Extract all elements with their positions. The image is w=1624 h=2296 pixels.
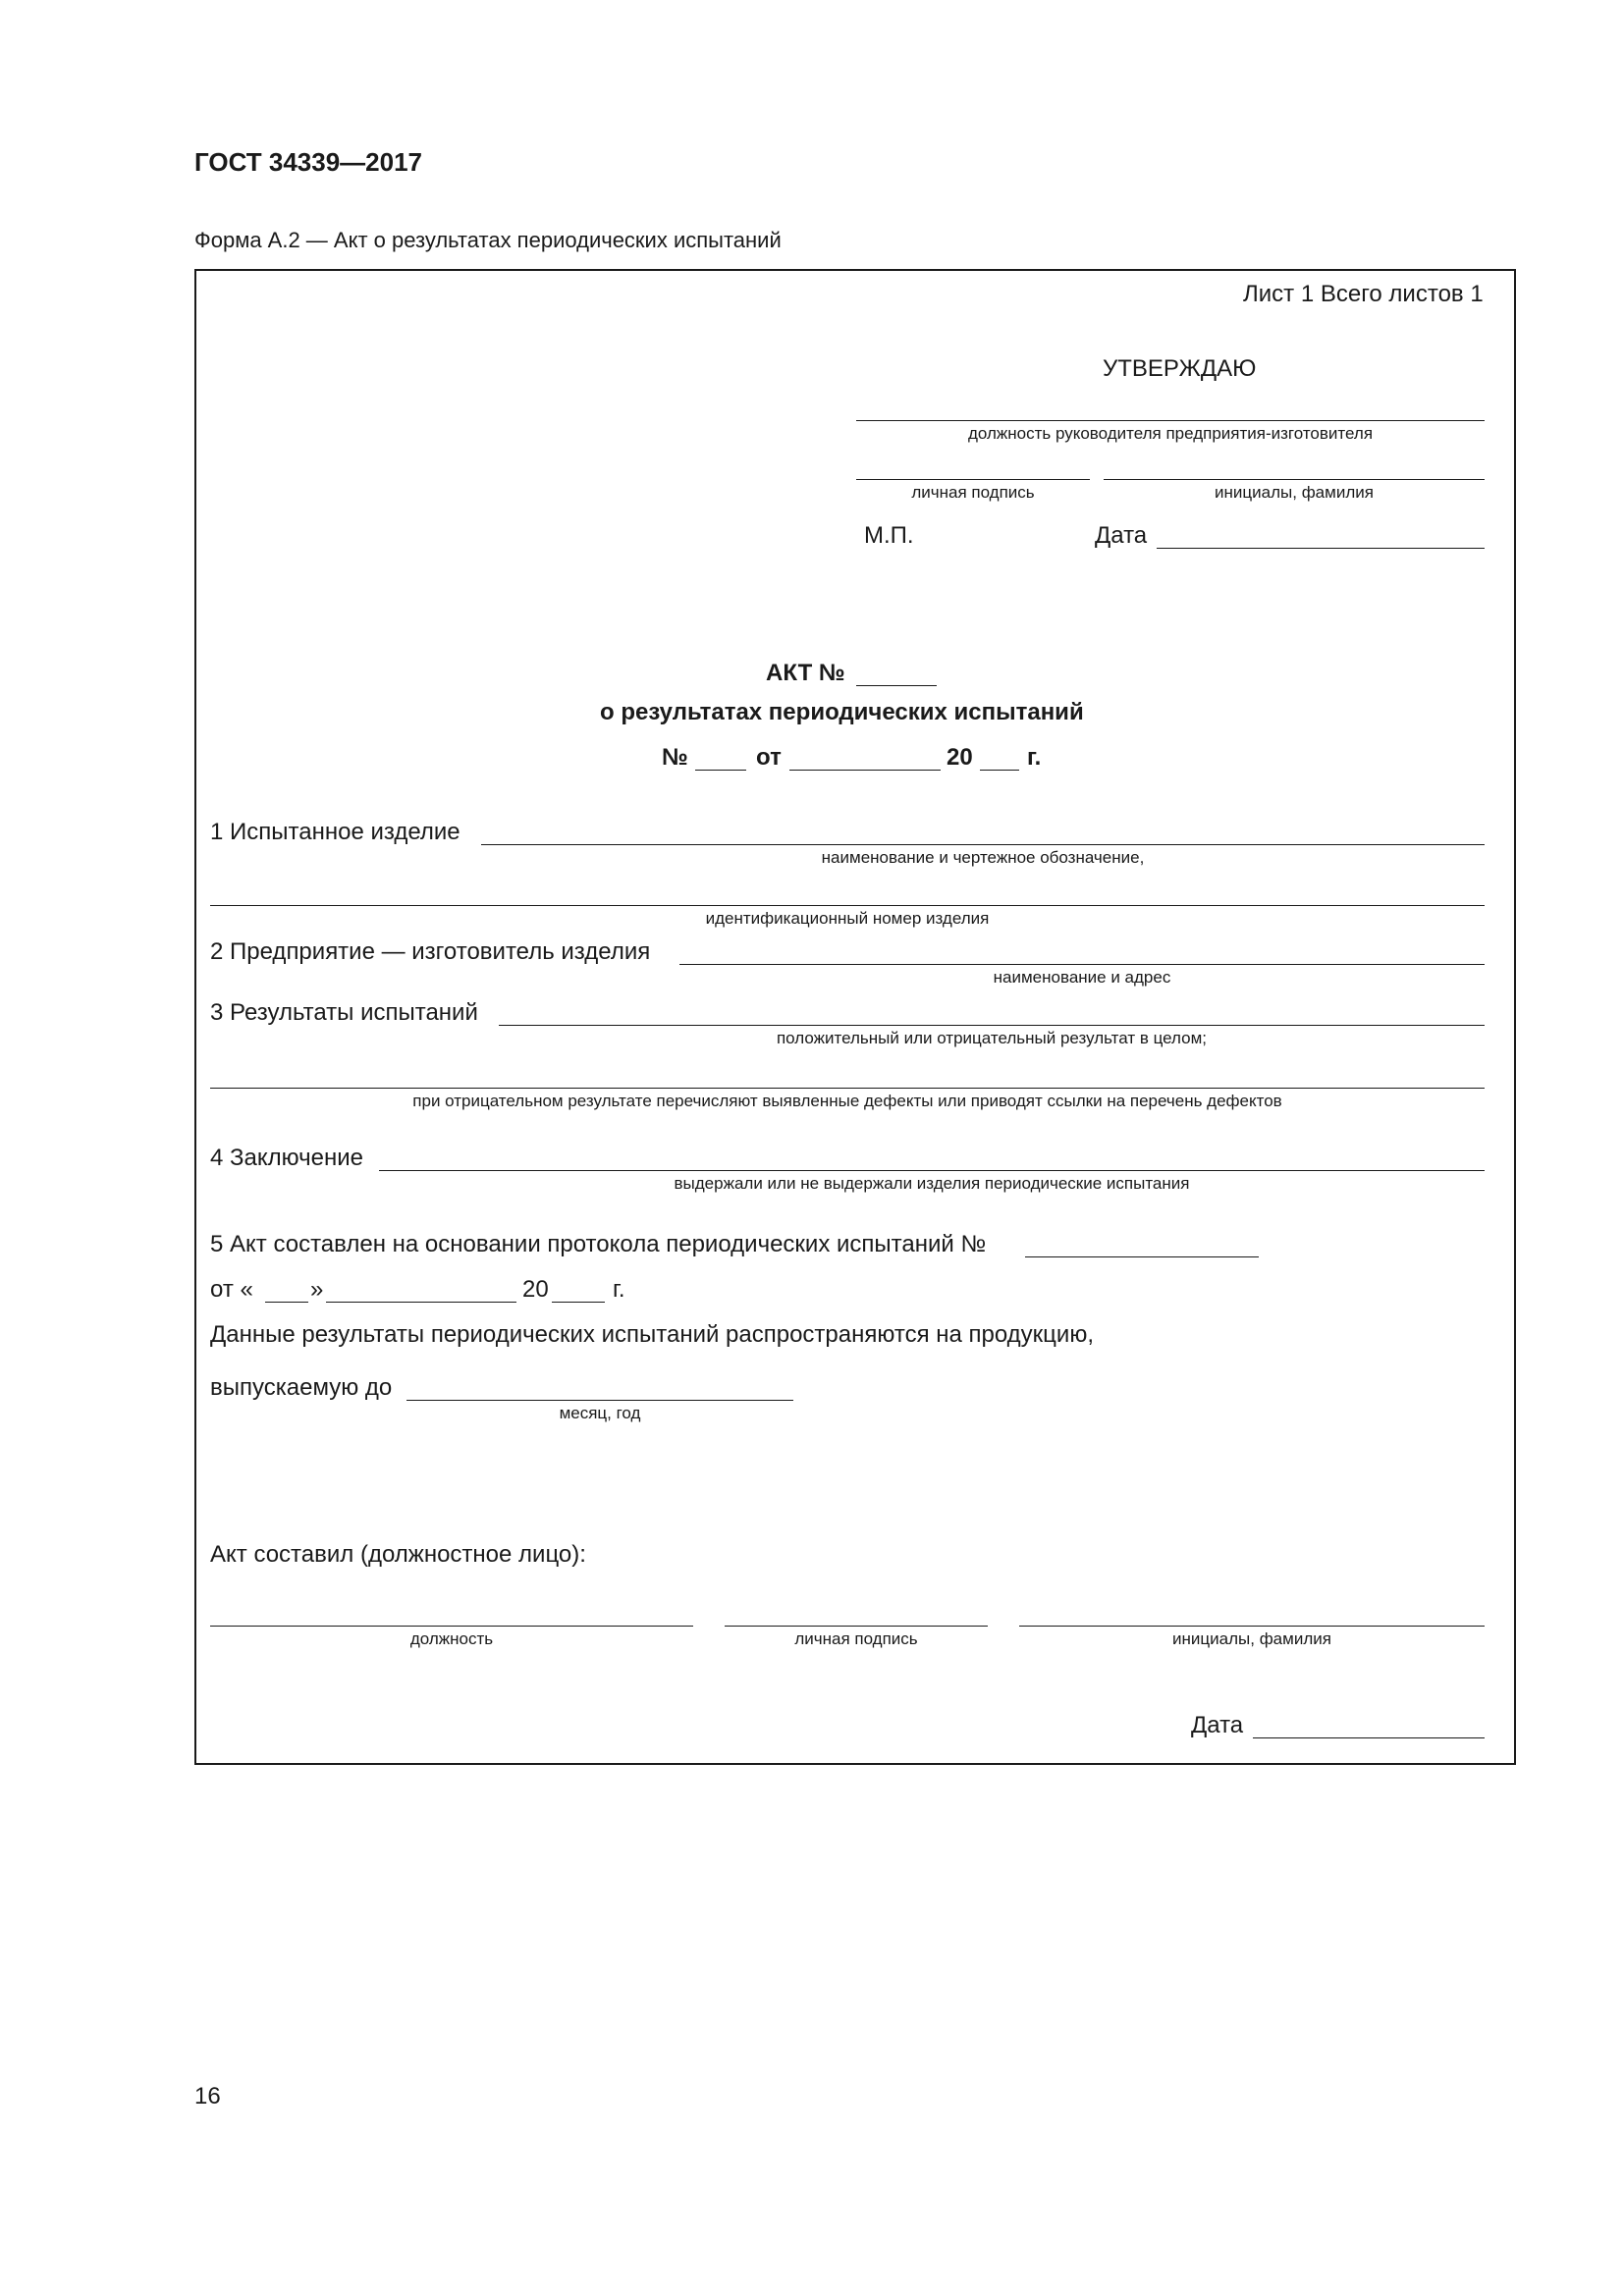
compiled-signature-caption: личная подпись xyxy=(794,1629,918,1648)
approve-date-line[interactable] xyxy=(1157,548,1485,549)
compiled-position-caption: должность xyxy=(409,1629,494,1648)
act-year-suffix: г. xyxy=(1027,744,1042,771)
approve-date-label: Дата xyxy=(1095,522,1148,549)
item1-caption: наименование и чертежное обозначение, xyxy=(821,848,1145,867)
item3-caption: положительный или отрицательный результат в целом; xyxy=(776,1029,1208,1047)
approver-signature-caption: личная подпись xyxy=(911,483,1035,502)
released-line[interactable] xyxy=(406,1400,793,1401)
compiled-label: Акт составил (должностное лицо): xyxy=(210,1541,586,1568)
item5-year: 20 xyxy=(522,1276,549,1303)
standard-header: ГОСТ 34339—2017 xyxy=(194,147,422,177)
extends-text: Данные результаты периодических испытаний распространяются на продукцию, xyxy=(210,1321,1094,1348)
approver-position-line[interactable] xyxy=(856,420,1485,421)
act-number-line[interactable] xyxy=(856,685,937,686)
item5-month-line[interactable] xyxy=(326,1302,516,1303)
item2-caption: наименование и адрес xyxy=(993,968,1171,987)
item1-label: 1 Испытанное изделие xyxy=(210,819,460,845)
item4-line[interactable] xyxy=(379,1170,1485,1171)
item3-line2[interactable] xyxy=(210,1088,1485,1089)
released-label: выпускаемую до xyxy=(210,1374,393,1401)
approver-name-caption: инициалы, фамилия xyxy=(1215,483,1374,502)
item4-label: 4 Заключение xyxy=(210,1145,363,1171)
approver-signature-line[interactable] xyxy=(856,479,1090,480)
act-number-label: № xyxy=(662,744,688,771)
item5-quote-close: » xyxy=(310,1276,324,1303)
item4-caption: выдержали или не выдержали изделия периодические испытания xyxy=(674,1174,1190,1193)
page-number: 16 xyxy=(194,2083,221,2109)
act-year-prefix: 20 xyxy=(947,744,973,771)
item1-line2[interactable] xyxy=(210,905,1485,906)
act-year-line[interactable] xyxy=(980,770,1019,771)
approver-position-caption: должность руководителя предприятия-изготовителя xyxy=(967,424,1374,443)
item1-caption2: идентификационный номер изделия xyxy=(705,909,990,928)
compiled-name-caption: инициалы, фамилия xyxy=(1172,1629,1331,1648)
item5-day-line[interactable] xyxy=(265,1302,308,1303)
released-caption: месяц, год xyxy=(559,1404,641,1422)
seal-label: М.П. xyxy=(864,522,914,549)
compiled-position-line[interactable] xyxy=(210,1626,693,1627)
item5-label: 5 Акт составлен на основании протокола периодических испытаний № xyxy=(210,1231,987,1257)
compiled-signature-line[interactable] xyxy=(725,1626,988,1627)
item5-g: г. xyxy=(613,1276,625,1303)
item3-label: 3 Результаты испытаний xyxy=(210,999,478,1026)
compiled-date-label: Дата xyxy=(1191,1712,1244,1738)
item5-year-line[interactable] xyxy=(552,1302,605,1303)
sheet-info: Лист 1 Всего листов 1 xyxy=(1243,281,1484,307)
act-from-label: от xyxy=(756,744,782,771)
item3-line[interactable] xyxy=(499,1025,1485,1026)
act-subtitle: о результатах периодических испытаний xyxy=(600,699,1084,725)
act-date-line[interactable] xyxy=(789,770,941,771)
item3-caption2: при отрицательном результате перечисляют выявленные дефекты или приводят ссылки на перечень дефектов xyxy=(412,1092,1282,1110)
item2-line[interactable] xyxy=(679,964,1485,965)
act-title: АКТ № xyxy=(766,660,845,686)
item5-protocol-line[interactable] xyxy=(1025,1256,1259,1257)
approve-title: УТВЕРЖДАЮ xyxy=(1103,355,1257,382)
item5-from: от « xyxy=(210,1276,253,1303)
compiled-name-line[interactable] xyxy=(1019,1626,1485,1627)
compiled-date-line[interactable] xyxy=(1253,1737,1485,1738)
item1-line[interactable] xyxy=(481,844,1485,845)
form-caption: Форма А.2 — Акт о результатах периодических испытаний xyxy=(194,228,782,252)
act-number2-line[interactable] xyxy=(695,770,746,771)
item2-label: 2 Предприятие — изготовитель изделия xyxy=(210,938,651,965)
approver-name-line[interactable] xyxy=(1104,479,1485,480)
